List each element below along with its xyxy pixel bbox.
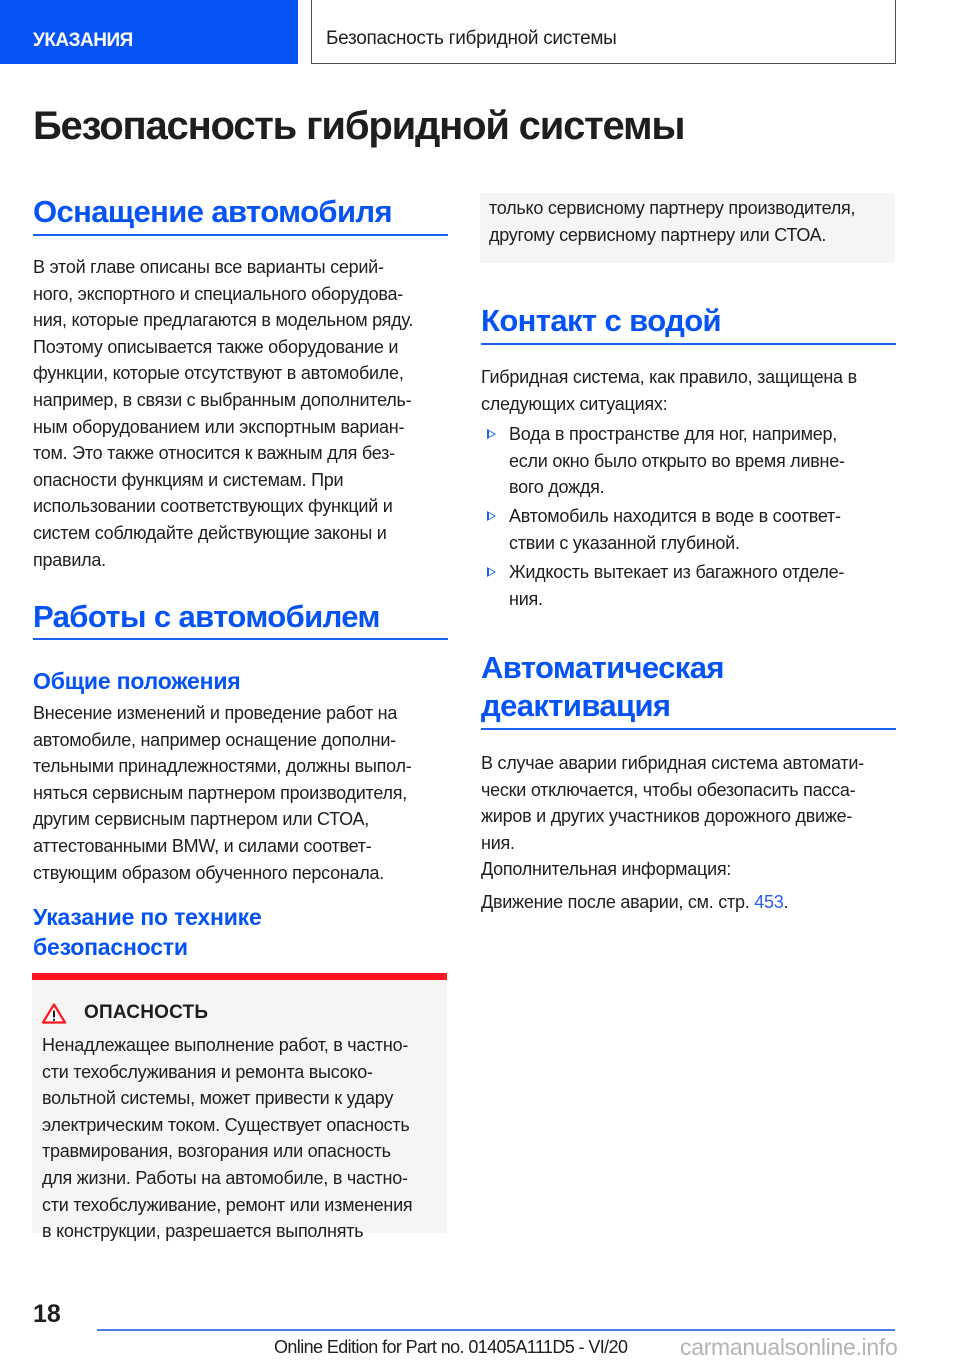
section-tab[interactable] — [0, 0, 298, 64]
triangle-bullet-icon — [487, 511, 496, 521]
heading-safety-note: Указание по технике безопасности — [33, 904, 262, 960]
crash-reference: Движение после аварии, см. стр. 453. — [481, 892, 789, 912]
more-info-label: Дополнительная информация: — [481, 859, 732, 879]
heading-rule — [481, 728, 896, 730]
watermark: carmanualsonline.info — [680, 1334, 898, 1360]
water-intro: Гибридная система, как правило, защищена в следующих ситуациях: — [481, 367, 857, 414]
danger-notice-continued: только сервисному партнеру производителя, другому сервисному партнеру или СТОА. — [480, 193, 895, 263]
heading-rule — [33, 638, 448, 640]
equipment-paragraph: В этой главе описаны все варианты серий- ного, экспортного и специального оборудова- ния, которые предлагаются в модельном ряду. Поэтому описывается также оборудование и функции, которые отсутствуют в автомобиле, например, в связи с выбранным дополнитель- ным оборудованием или экспортным вариан- том. Это также относится к важным для без- опасности функциям и системам. При использовании соответствующих функций и систем соблюдайте действующие законы и правила. — [33, 257, 414, 570]
heading-equipment: Оснащение автомобиля — [33, 194, 392, 229]
warning-triangle-icon — [42, 1003, 66, 1024]
triangle-bullet-icon — [487, 567, 496, 577]
page-reference-link[interactable]: 453 — [754, 892, 784, 912]
triangle-bullet-icon — [487, 429, 496, 439]
danger-notice — [32, 980, 447, 1242]
general-paragraph: Внесение изменений и проведение работ на автомобиле, например оснащение дополни- тельными принадлежностями, должны выпол- няться сервисным партнером производителя, другим сервисным партнером или СТОА, аттестованными BMW, и силами соответ- ствующим образом обученного персонала. — [33, 703, 412, 883]
deactivation-paragraph: В случае аварии гибридная система автомати- чески отключается, чтобы обезопасить пасса- жиров и других участников дорожного движе- ния. — [481, 753, 864, 853]
edition-text: Online Edition for Part no. 01405A111D5 - VI/20 — [274, 1337, 628, 1357]
heading-water-contact: Контакт с водой — [481, 303, 722, 338]
heading-rule — [481, 343, 896, 345]
footer-rule — [97, 1329, 895, 1331]
danger-label: ОПАСНОСТЬ — [84, 1002, 209, 1023]
danger-bar — [32, 973, 447, 980]
danger-text: Ненадлежащее выполнение работ, в частно- сти техобслуживания и ремонта высоко- вольтной системы, может привести к удару электрическим током. Существует опасность травмирования, возгорания или опасность для жизни. Работы на автомобиле, в частно- сти техобслуживание, ремонт или изменения в конструкции, разрешается выполнять — [42, 1035, 413, 1242]
breadcrumb — [311, 0, 896, 64]
heading-general: Общие положения — [33, 668, 241, 694]
breadcrumb-label: Безопасность гибридной системы — [326, 28, 617, 49]
heading-auto-deactivation: Автоматическая деактивация — [481, 650, 724, 723]
danger-header — [42, 1002, 208, 1024]
section-tab-label: УКАЗАНИЯ — [33, 30, 133, 51]
page-number: 18 — [33, 1300, 61, 1328]
page-title: Безопасность гибридной системы — [33, 104, 685, 148]
heading-rule — [33, 234, 448, 236]
heading-vehicle-work: Работы с автомобилем — [33, 599, 380, 634]
